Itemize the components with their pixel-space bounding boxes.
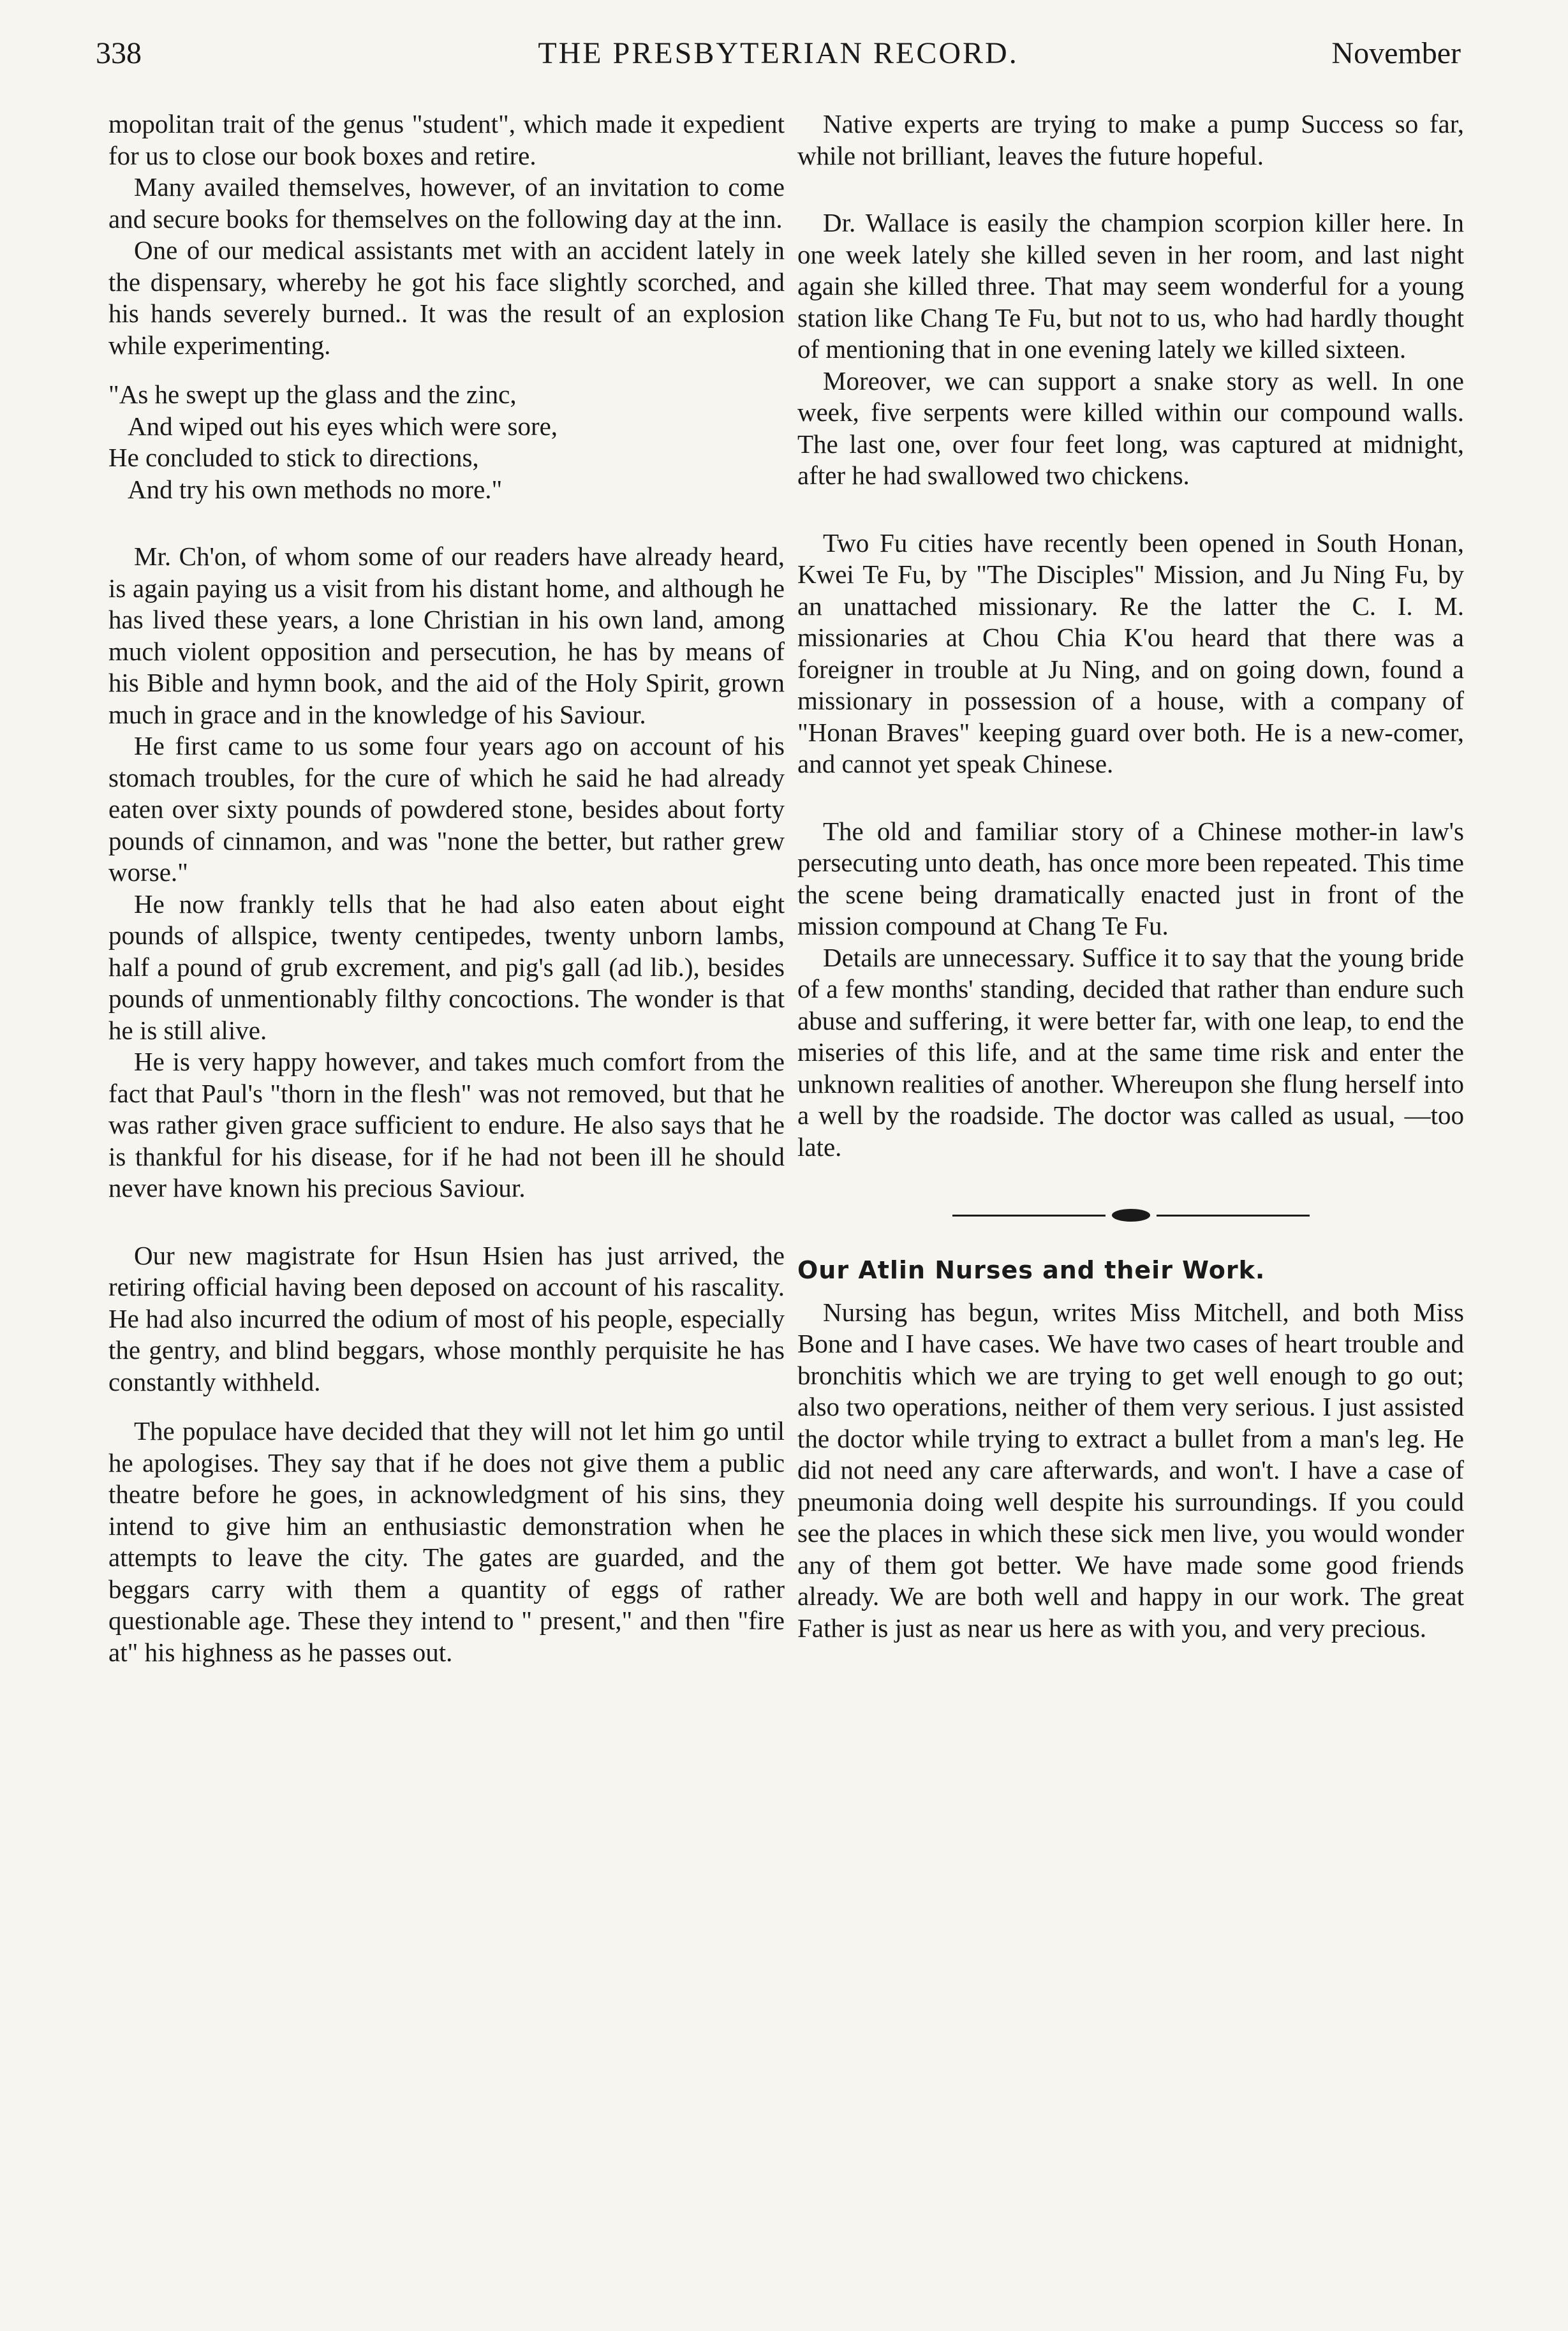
divider-line: [1157, 1215, 1310, 1217]
publication-title: THE PRESBYTERIAN RECORD.: [538, 36, 1019, 70]
poem-line: He concluded to stick to directions,: [108, 443, 479, 472]
issue-month: November: [1331, 36, 1461, 70]
paragraph: Mr. Ch'on, of whom some of our readers have already heard, is again paying us a visit from his distant home, and although he has lived these years, a lone Christian in his own land, among much violent opposition and persecution, he has by means of his Bible and hymn book, and the aid of the Holy Spirit, grown much in grace and in the knowledge of his Saviour.: [108, 542, 785, 729]
divider-line: [952, 1215, 1106, 1217]
paragraph: Details are unnecessary. Suffice it to say that the young bride of a few months' standing, decided that rather than endure such abuse and suffering, it were better far, with one leap, to end the miseries of this life, and at the same time risk and enter the unknown realities of another. Whereupon she flung herself into a well by the roadside. The doctor was called as usual, —too late.: [797, 942, 1464, 1162]
paragraph: He now frankly tells that he had also eaten about eight pounds of allspice, twenty centipedes, twenty unborn lambs, half a pound of grub excrement, and pig's gall (ad lib.), besides pounds of unmentionably filthy concoctions. The wonder is that he is still alive.: [108, 889, 785, 1045]
left-column: [108, 108, 785, 1668]
paragraph: He first came to us some four years ago on account of his stomach troubles, for the cure of which he said he had already eaten over sixty pounds of powdered stone, besides about forty pounds of cinnamon, and was "none the better, but rather grew worse.": [108, 731, 785, 887]
paragraph: The old and familiar story of a Chinese mother-in law's persecuting unto death, has once more been repeated. This time the scene being dramatically enacted just in front of the mission compound at Chang Te Fu.: [797, 816, 1464, 940]
paragraph: Native experts are trying to make a pump Success so far, while not brilliant, leaves the future hopeful.: [797, 109, 1464, 170]
paragraph: Our new magistrate for Hsun Hsien has just arrived, the retiring official having been deposed on account of his rascality. He had also incurred the odium of most of his people, especially the gentry, and blind beggars, whose monthly perquisite he has constantly withheld.: [108, 1240, 785, 1396]
divider-ornament-icon: [1112, 1209, 1150, 1222]
paragraph: One of our medical assistants met with an accident lately in the dispensary, whereby he got his face slightly scorched, and his hands severely burned.. It was the result of an explosion while experimenting.: [108, 235, 785, 360]
poem: [108, 379, 785, 505]
paragraph: mopolitan trait of the genus "student", which made it expedient for us to close our book boxes and retire.: [108, 109, 785, 170]
poem-line: And wiped out his eyes which were sore,: [128, 411, 558, 441]
poem-line: "As he swept up the glass and the zinc,: [108, 380, 517, 409]
paragraph: Nursing has begun, writes Miss Mitchell, and both Miss Bone and I have cases. We have two cases of heart trouble and bronchitis which we are trying to get well enough to go out; also two operations, neither of them very serious. I just assisted the doctor while trying to extract a bullet from a man's leg. He did not need any care afterwards, and won't. I have a case of pneumonia doing well despite his surroundings. If you could see the places in which these sick men live, you would wonder any of them got better. We have made some good friends already. We are both well and happy in our work. The great Father is just as near us here as with you, and very precious.: [797, 1297, 1464, 1643]
paragraph: Dr. Wallace is easily the champion scorpion killer here. In one week lately she killed seven in her room, and last night again she killed three. That may seem wonderful for a young station like Chang Te Fu, but not to us, who had hardly thought of mentioning that in one evening lately we killed sixteen.: [797, 208, 1464, 364]
page-header: [96, 36, 1461, 80]
ornamental-divider: [952, 1208, 1310, 1223]
paragraph: He is very happy however, and takes much comfort from the fact that Paul's "thorn in the flesh" was not removed, but that he was rather given grace sufficient to endure. He also says that he is thankful for his disease, for if he had not been ill he should never have known his precious Saviour.: [108, 1047, 785, 1202]
paragraph: Moreover, we can support a snake story as well. In one week, five serpents were killed within our compound walls. The last one, over four feet long, was captured at midnight, after he had swallowed two chickens.: [797, 366, 1464, 490]
paragraph: The populace have decided that they will not let him go until he apologises. They say that if he does not give them a public theatre before he goes, in acknowledgment of his sins, they intend to give him an enthusiastic demonstration when he attempts to leave the city. The gates are guarded, and the beggars carry with them a quantity of eggs of rather questionable age. These they intend to " present," and then "fire at" his highness as he passes out.: [108, 1416, 785, 1667]
page-number: 338: [96, 36, 142, 70]
right-column: [797, 108, 1464, 1644]
paragraph: Two Fu cities have recently been opened in South Honan, Kwei Te Fu, by "The Disciples" Mission, and Ju Ning Fu, by an unattached missionary. Re the latter the C. I. M. missionaries at Chou Chia K'ou heard that there was a foreigner in trouble at Ju Ning, and on going down, found a missionary in possession of a house, with a company of "Honan Braves" keeping guard over both. He is a new-comer, and cannot yet speak Chinese.: [797, 528, 1464, 778]
section-heading: Our Atlin Nurses and their Work.: [797, 1256, 1266, 1284]
poem-line: And try his own methods no more.": [128, 474, 503, 504]
paragraph: Many availed themselves, however, of an invitation to come and secure books for themselves on the following day at the inn.: [108, 172, 785, 233]
